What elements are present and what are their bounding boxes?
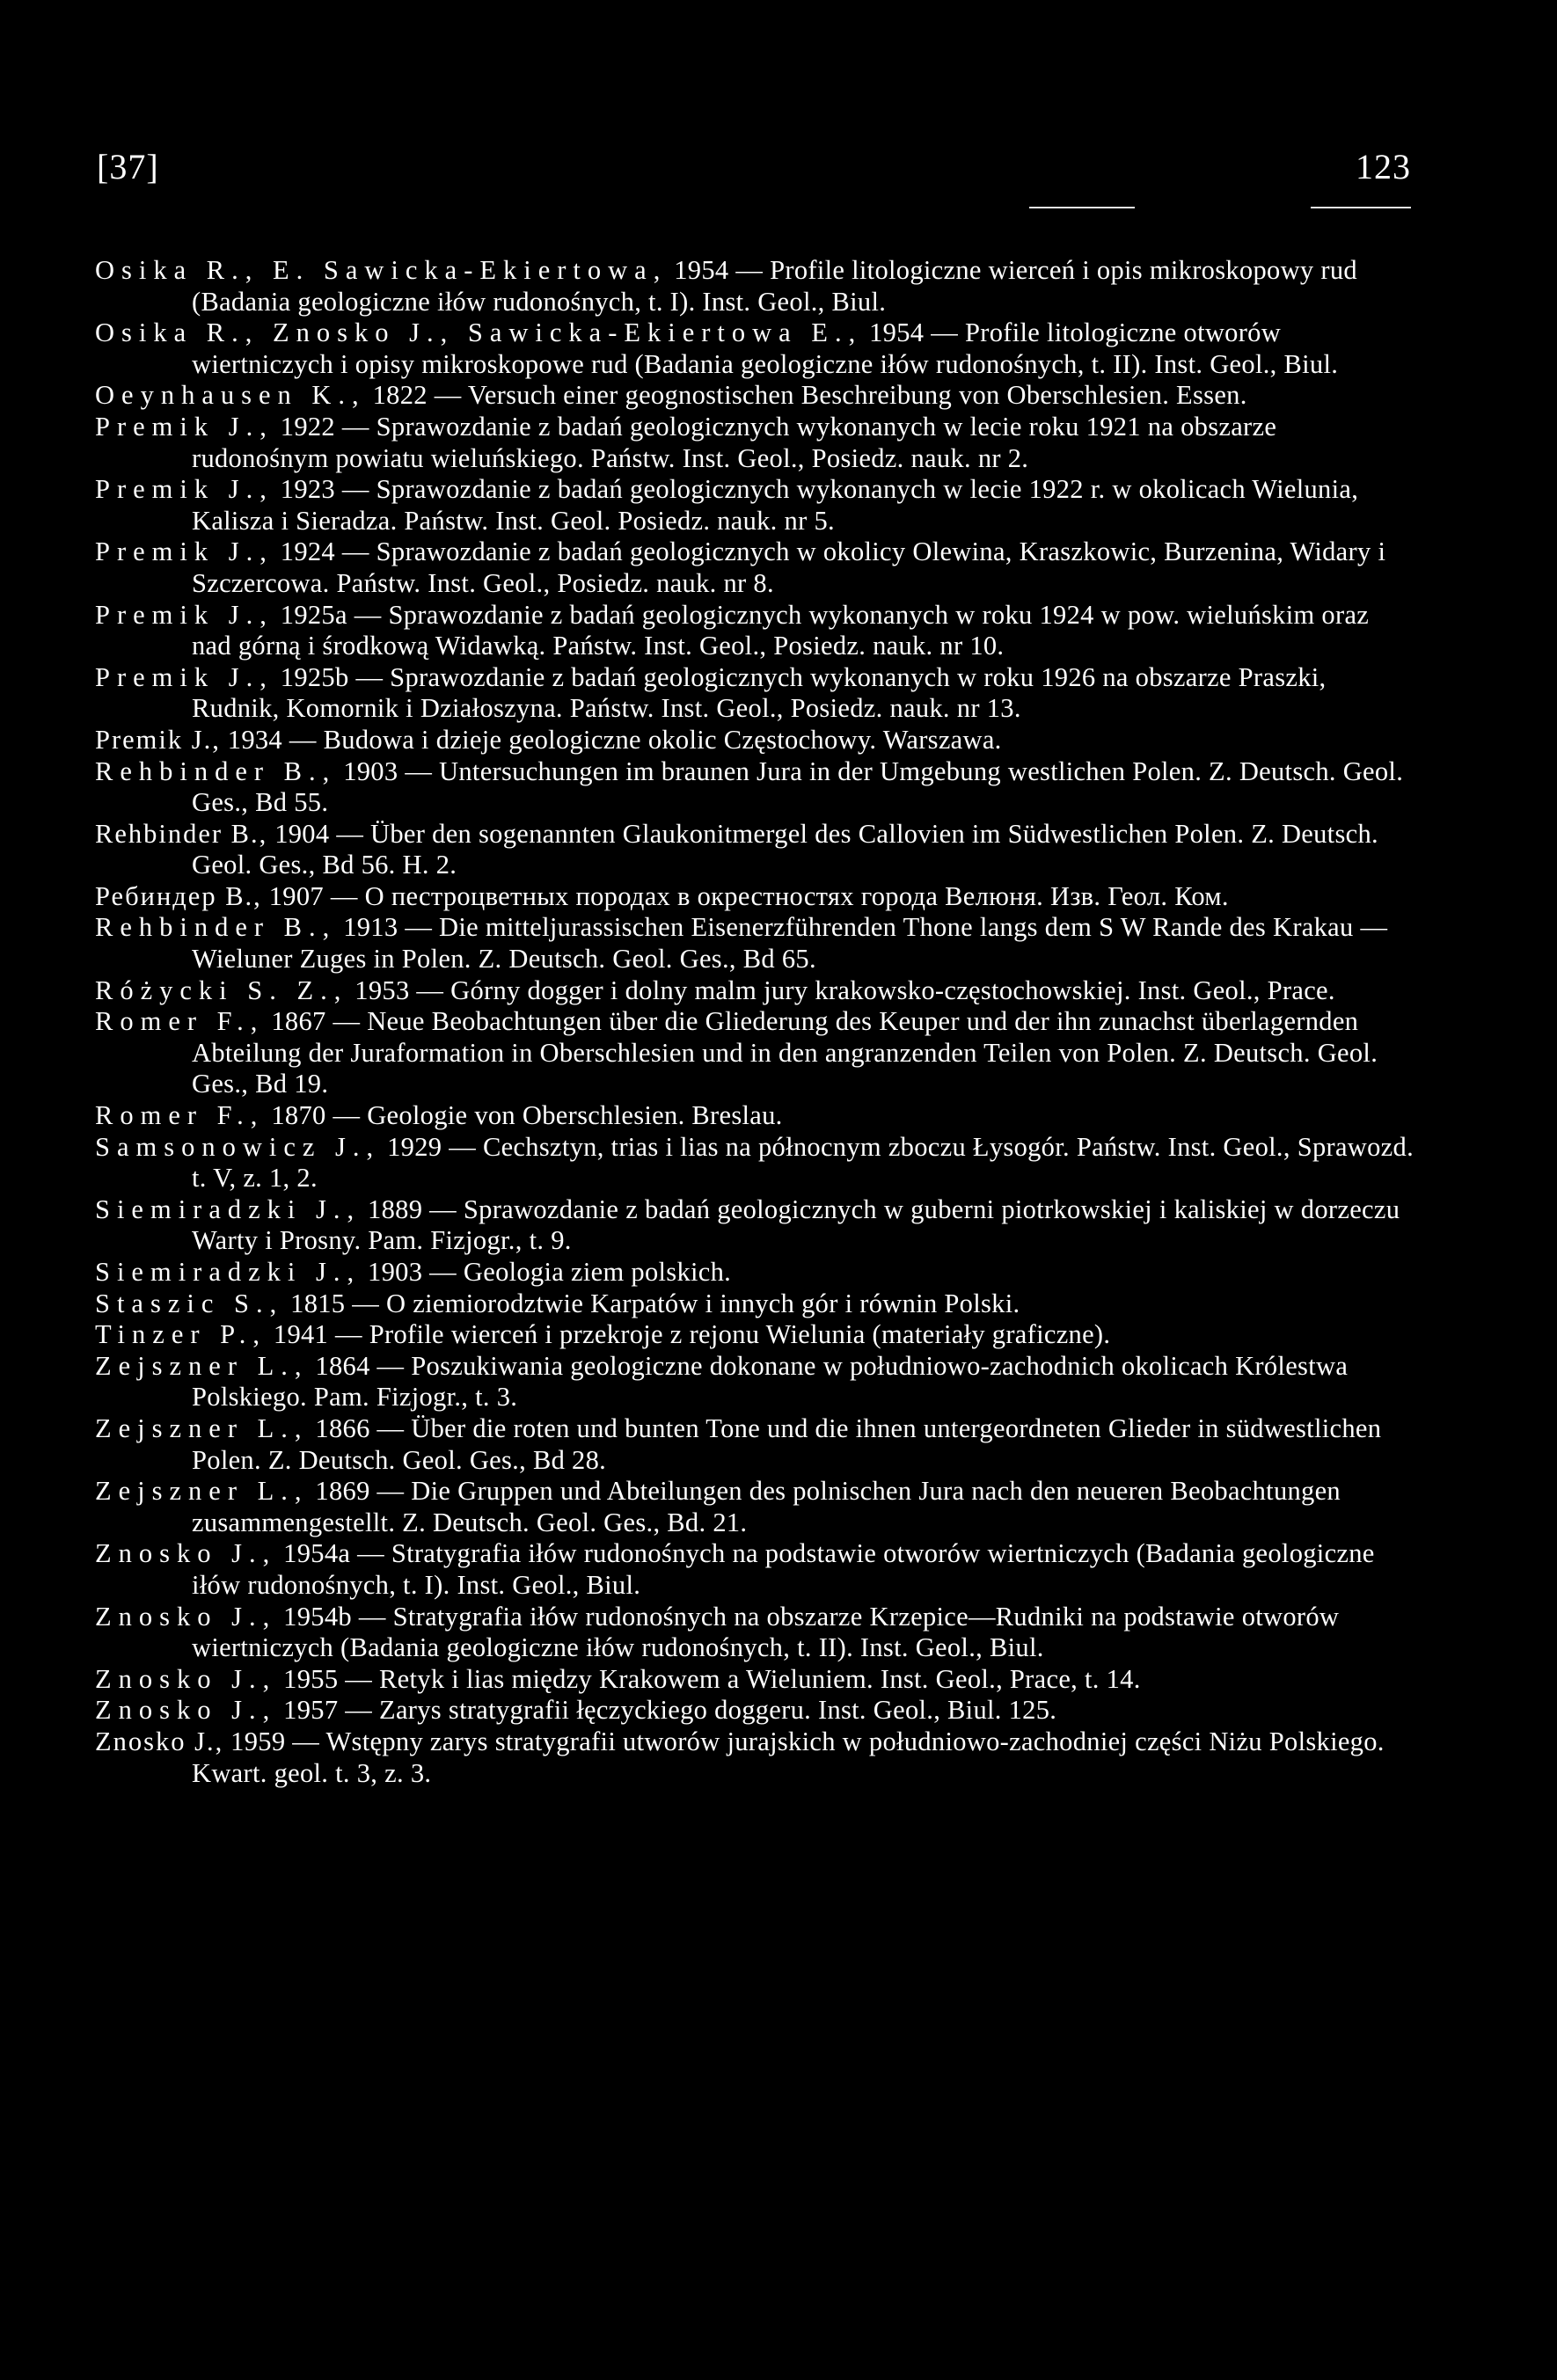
entry-author: Tinzer P.,	[95, 1319, 267, 1350]
entry-citation: 1957 — Zarys stratygrafii łęczyckiego doggeru. Inst. Geol., Biul. 125.	[276, 1695, 1057, 1726]
entry-author: Romer F.,	[95, 1006, 265, 1037]
entry-citation: 1815 — O ziemiorodztwie Karpatów i innych gór i równin Polski.	[283, 1288, 1020, 1318]
bibliography-entry	[95, 1602, 1414, 1664]
bibliography-entry	[95, 1257, 1414, 1289]
entry-author: Premik J.,	[95, 599, 274, 630]
entry-citation: 1954 — Profile litologiczne otworów wiertniczych i opisy mikroskopowe rud (Badania geologiczne iłów rudonośnych, t. II). Inst. Geol., Biul.	[192, 318, 1339, 379]
entry-citation: 1955 — Retyk i lias między Krakowem a Wieluniem. Inst. Geol., Prace, t. 14.	[276, 1663, 1141, 1694]
entry-author: Znosko J.,	[95, 1726, 224, 1756]
bibliography-entry	[95, 1413, 1414, 1476]
bibliography-entry	[95, 537, 1414, 599]
bibliography-entry	[95, 975, 1414, 1007]
entry-author: Zejszner L.,	[95, 1350, 309, 1381]
bibliography-entry	[95, 1100, 1414, 1132]
entry-citation: 1869 — Die Gruppen und Abteilungen des polnischen Jura nach den neueren Beobachtungen zusammengestellt. Z. Deutsch. Geol. Ges., Bd. 21.	[192, 1476, 1341, 1537]
entry-citation: 1903 — Geologia ziem polskich.	[361, 1257, 732, 1287]
entry-author: Romer F.,	[95, 1100, 265, 1131]
entry-citation: 1954 — Profile litologiczne wierceń i opis mikroskopowy rud (Badania geologiczne iłów rudonośnych, t. I). Inst. Geol., Biul.	[192, 255, 1357, 317]
bibliography-entry	[95, 756, 1414, 819]
bibliography-entry	[95, 474, 1414, 537]
entry-citation: 1889 — Sprawozdanie z badań geologicznych w guberni piotrkowskiej i kaliskiej w dorzeczu Warty i Prosny. Pam. Fizjogr., t. 9.	[192, 1194, 1400, 1256]
entry-citation: 1913 — Die mitteljurassischen Eisenerzführenden Thone langs dem S W Rande des Krakau — Wieluner Zuges in Polen. Z. Deutsch. Geol. Ges., Bd 65.	[192, 912, 1388, 975]
bibliography-entry	[95, 1727, 1414, 1789]
entry-author: Zejszner L.,	[95, 1413, 309, 1443]
entry-author: Zejszner L.,	[95, 1476, 309, 1507]
entry-citation: 1904 — Über den sogenannten Glaukonitmergel des Callovien im Südwestlichen Polen. Z. Deutsch. Geol. Ges., Bd 56. H. 2.	[192, 818, 1378, 880]
bibliography-entry	[95, 725, 1414, 756]
entry-author: Siemiradzki J.,	[95, 1194, 362, 1224]
entry-author: Znosko J.,	[95, 1695, 277, 1726]
entry-author: Oeynhausen K.,	[95, 380, 366, 411]
bibliography-entry	[95, 1695, 1414, 1727]
entry-citation: 1954a — Stratygrafia iłów rudonośnych na podstawie otworów wiertniczych (Badania geologiczne iłów rudonośnych, t. I). Inst. Geol., Biul.	[192, 1538, 1375, 1600]
entry-author: Premik J.,	[95, 724, 221, 755]
entry-citation: 1922 — Sprawozdanie z badań geologicznych wykonanych w lecie roku 1921 na obszarze rudonośnym powiatu wieluńskiego. Państw. Inst. Geol., Posiedz. nauk. nr 2.	[192, 411, 1277, 473]
entry-author: Premik J.,	[95, 537, 274, 567]
entry-citation: 1934 — Budowa i dzieje geologiczne okolic Częstochowy. Warszawa.	[220, 724, 1002, 755]
entry-author: Osika R., Znosko J., Sawicka-Ekiertowa E.,	[95, 318, 863, 348]
entry-citation: 1929 — Cechsztyn, trias i lias na północnym zboczu Łysogór. Państw. Inst. Geol., Sprawozd. t. V, z. 1, 2.	[192, 1131, 1414, 1194]
entry-author: Premik J.,	[95, 474, 274, 505]
entry-citation: 1941 — Profile wierceń i przekroje z rejonu Wielunia (materiały graficzne).	[266, 1319, 1111, 1350]
entry-author: Znosko J.,	[95, 1538, 277, 1569]
entry-citation: 1867 — Neue Beobachtungen über die Gliederung des Keuper und der ihn zunachst überlagernden Abteilung der Juraformation in Oberschlesien und in den angranzenden Teilen von Polen. Z. Deutsch. Geol. Ges., Bd 19.	[192, 1006, 1378, 1099]
bibliography-entry	[95, 1476, 1414, 1538]
header-rule-right	[1311, 207, 1411, 208]
entry-author: Rehbinder B.,	[95, 818, 268, 849]
entry-citation: 1923 — Sprawozdanie z badań geologicznych wykonanych w lecie 1922 r. w okolicach Wielunia, Kalisza i Sieradza. Państw. Inst. Geol. Posiedz. nauk. nr 5.	[192, 474, 1359, 536]
entry-author: Osika R., E. Sawicka-Ekiertowa,	[95, 255, 668, 285]
entry-author: Ребиндер B.,	[95, 880, 262, 911]
entry-author: Znosko J.,	[95, 1601, 277, 1632]
entry-author: Znosko J.,	[95, 1663, 277, 1694]
bibliography-entry	[95, 881, 1414, 913]
entry-author: Różycki S. Z.,	[95, 975, 348, 1005]
bibliography-entry	[95, 1194, 1414, 1257]
entry-author: Rehbinder B.,	[95, 756, 337, 786]
bibliography-entry	[95, 912, 1414, 975]
bibliography-entry	[95, 380, 1414, 412]
entry-citation: 1864 — Poszukiwania geologiczne dokonane w południowo-zachodnich okolicach Królestwa Polskiego. Pam. Fizjogr., t. 3.	[192, 1350, 1349, 1413]
bibliography-entry	[95, 1351, 1414, 1413]
entry-author: Premik J.,	[95, 411, 274, 442]
bibliography-entry	[95, 1319, 1414, 1351]
page-number: 123	[1356, 147, 1411, 186]
bibliography-entry	[95, 318, 1414, 380]
page-header	[97, 146, 1411, 187]
entry-citation: 1866 — Über die roten und bunten Tone und die ihnen untergeordneten Glieder in südwestlichen Polen. Z. Deutsch. Geol. Ges., Bd 28.	[192, 1413, 1382, 1475]
entry-citation: 1907 — О пестроцветных породах в окрестностях города Велюня. Изв. Геол. Ком.	[261, 880, 1229, 911]
page-label: [37]	[97, 147, 159, 186]
entry-author: Staszic S.,	[95, 1288, 284, 1318]
bibliography-entry	[95, 1289, 1414, 1320]
entry-citation: 1924 — Sprawozdanie z badań geologicznych w okolicy Olewina, Kraszkowic, Burzenina, Widary i Szczercowa. Państw. Inst. Geol., Posiedz. nauk. nr 8.	[192, 537, 1386, 598]
header-rule-left	[1029, 207, 1135, 208]
bibliography-entry	[95, 1664, 1414, 1696]
entry-author: Premik J.,	[95, 661, 274, 692]
bibliography-entry	[95, 1006, 1414, 1100]
entry-author: Samsonowicz J.,	[95, 1131, 381, 1162]
bibliography-list	[95, 255, 1414, 1789]
bibliography-entry	[95, 819, 1414, 881]
entry-author: Rehbinder B.,	[95, 912, 337, 943]
entry-citation: 1822 — Versuch einer geognostischen Beschreibung von Oberschlesien. Essen.	[365, 380, 1247, 411]
bibliography-entry	[95, 412, 1414, 474]
bibliography-entry	[95, 600, 1414, 662]
bibliography-entry	[95, 1132, 1414, 1194]
entry-citation: 1953 — Górny dogger i dolny malm jury krakowsko-częstochowskiej. Inst. Geol., Prace.	[347, 975, 1335, 1005]
entry-citation: 1925a — Sprawozdanie z badań geologicznych wykonanych w roku 1924 w pow. wieluńskim oraz nad górną i środkową Widawką. Państw. Inst. Geol., Posiedz. nauk. nr 10.	[192, 599, 1370, 661]
bibliography-entry	[95, 1538, 1414, 1601]
entry-citation: 1903 — Untersuchungen im braunen Jura in der Umgebung westlichen Polen. Z. Deutsch. Geol. Ges., Bd 55.	[192, 756, 1404, 818]
entry-citation: 1925b — Sprawozdanie z badań geologicznych wykonanych w roku 1926 na obszarze Praszki, Rudnik, Komornik i Działoszyna. Państw. Inst. Geol., Posiedz. nauk. nr 13.	[192, 661, 1327, 724]
entry-citation: 1870 — Geologie von Oberschlesien. Breslau.	[264, 1100, 783, 1131]
bibliography-entry	[95, 255, 1414, 318]
bibliography-entry	[95, 662, 1414, 725]
entry-citation: 1954b — Stratygrafia iłów rudonośnych na obszarze Krzepice—Rudniki na podstawie otworów wiertniczych (Badania geologiczne iłów rudonośnych, t. II). Inst. Geol., Biul.	[192, 1601, 1340, 1663]
entry-citation: 1959 — Wstępny zarys stratygrafii utworów jurajskich w południowo-zachodniej części Niżu Polskiego. Kwart. geol. t. 3, z. 3.	[192, 1726, 1385, 1788]
entry-author: Siemiradzki J.,	[95, 1257, 362, 1287]
